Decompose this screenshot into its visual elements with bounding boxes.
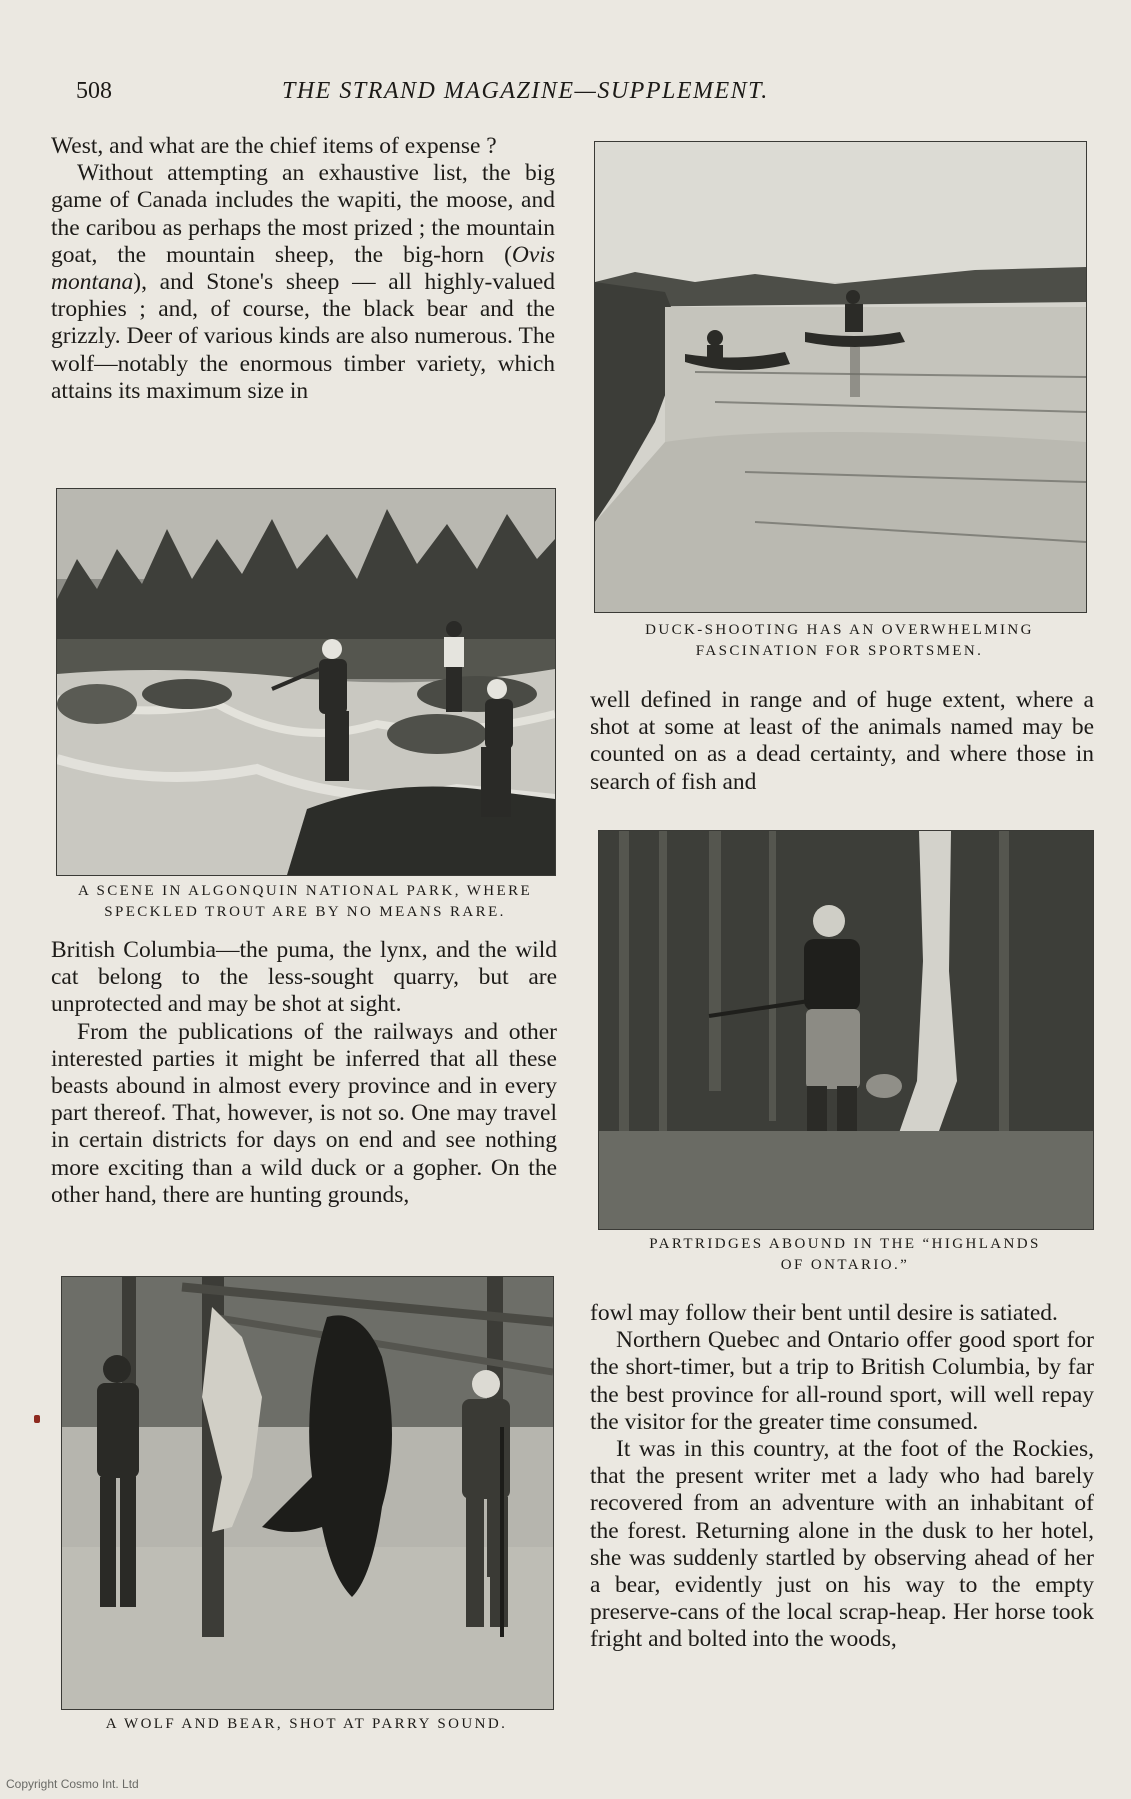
caption-line: FASCINATION FOR SPORTSMEN. [695,643,984,659]
wolf-bear-photo-illustration [62,1277,553,1709]
text-run: Without attempting an exhaustive list, the big game of Canada includes the wapiti, the moose, and the caribou as perhaps the most prized ; the mountain goat, the mountain sheep, the big-horn ( [51,160,555,268]
right-column-lower-text [590,1300,1094,1654]
caption-algonquin [50,881,560,923]
running-title: THE STRAND MAGAZINE—SUPPLEMENT. [282,78,769,104]
paragraph: fowl may follow their bent until desire is satiated. [590,1300,1058,1326]
page-header [0,78,1131,114]
caption-line: SPECKLED TROUT ARE BY NO MEANS RARE. [104,904,506,920]
river-photo-illustration [57,489,555,875]
left-column-lower-text [51,937,557,1209]
paragraph [51,160,555,405]
photo-partridge-hunter [598,830,1094,1230]
paragraph: It was in this country, at the foot of the Rockies, that the present writer met a lady who had barely recovered from an adventure with an inhabitant of the forest. Returning alone in the dusk to her hotel, she was suddenly startled by observing ahead of her a bear, evidently just on his way to the empty preserve-cans of the local scrap-heap. Her horse took fright and bolted into the woods, [590,1436,1094,1653]
photo-algonquin-river [56,488,556,876]
paragraph: Northern Quebec and Ontario offer good sport for the short-timer, but a trip to British Columbia, by far the best province for all-round sport, will well repay the visitor for the greater time consumed. [590,1327,1094,1435]
paragraph: West, and what are the chief items of expense ? [51,133,497,159]
margin-mark [34,1415,40,1423]
caption-line: DUCK-SHOOTING HAS AN OVERWHELMING [645,622,1034,638]
page-number: 508 [76,78,112,104]
caption-partridges [598,1234,1092,1276]
right-column-middle-text [590,687,1094,796]
caption-line: PARTRIDGES ABOUND IN THE “HIGHLANDS [649,1236,1041,1252]
left-column-upper-text [51,133,555,405]
caption-line: OF ONTARIO.” [780,1257,910,1273]
caption-line: A SCENE IN ALGONQUIN NATIONAL PARK, WHERE [77,883,533,899]
canoes-photo-illustration [595,142,1086,612]
paragraph: From the publications of the railways and other interested parties it might be inferred that all these beasts abound in almost every province and in every part thereof. That, however, is not so. One may travel in certain districts for days on end and see nothing more exciting than a wild duck or a gopher. On the other hand, there are hunting grounds, [51,1018,557,1208]
text-run: ), and Stone's sheep — all highly-valued trophies ; and, of course, the black bear and the grizzly. Deer of various kinds are also numerous. The wolf—notably the enormous timber variety, which attains its maximum size in [51,269,555,404]
caption-duck-shooting [594,620,1085,662]
photo-wolf-and-bear [61,1276,554,1710]
copyright-notice: Copyright Cosmo Int. Ltd [6,1777,139,1791]
partridge-photo-illustration [599,831,1093,1229]
italic-species-name: Ovis montana [51,241,555,296]
paragraph: British Columbia—the puma, the lynx, and the wild cat belong to the less-sought quarry, but are unprotected and may be shot at sight. [51,937,557,1018]
paragraph: well defined in range and of huge extent, where a shot at some at least of the animals named may be counted on as a dead certainty, and where those in search of fish and [590,687,1094,795]
photo-duck-shooting [594,141,1087,613]
caption-wolf-and-bear: A WOLF AND BEAR, SHOT AT PARRY SOUND. [105,1716,508,1732]
